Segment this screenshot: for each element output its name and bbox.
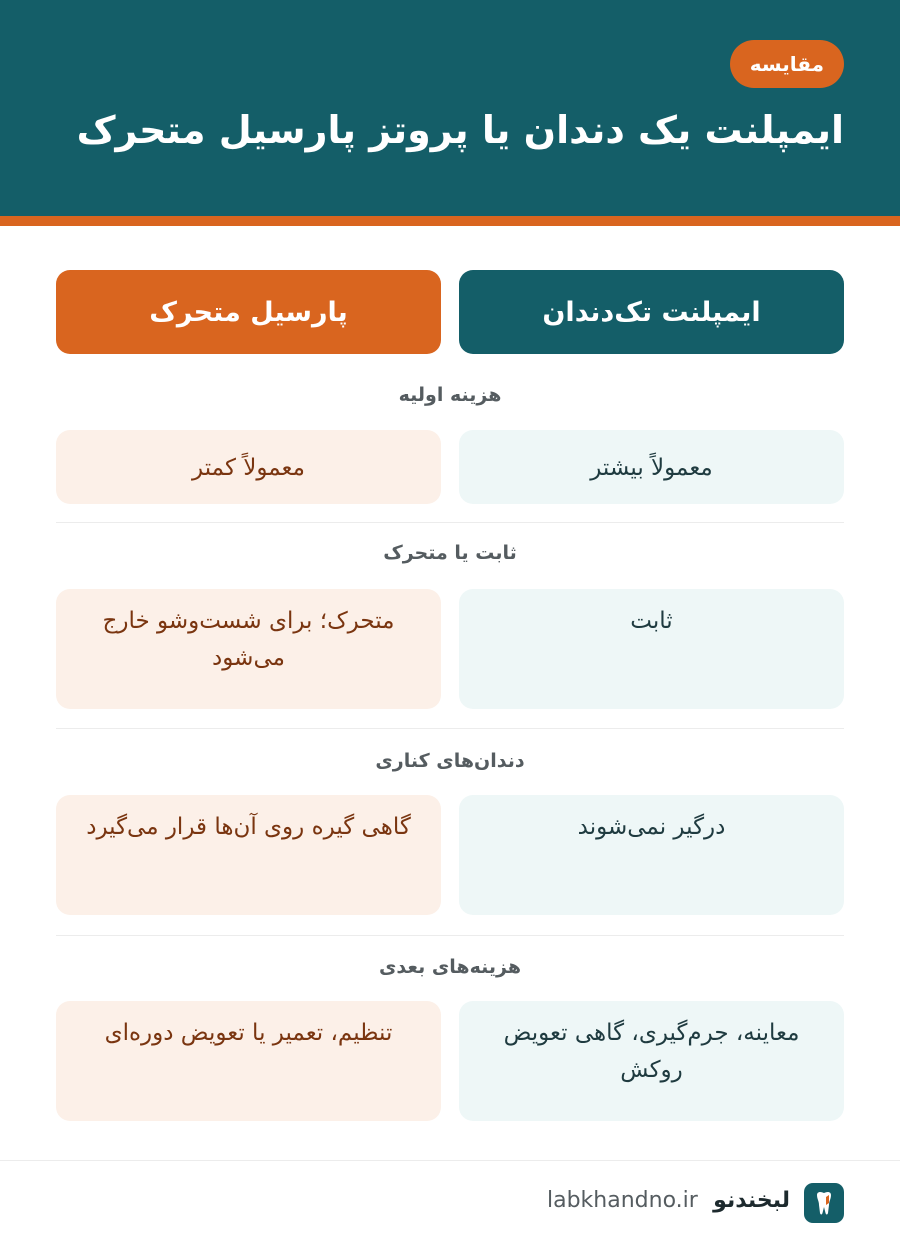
page-title: ایمپلنت یک دندان یا پروتز پارسیل متحرک (76, 108, 844, 152)
row-divider (56, 935, 844, 936)
partial-cell: متحرک؛ برای شست‌وشو خارج می‌شود (56, 589, 441, 709)
row-label: ثابت یا متحرک (383, 542, 517, 564)
partial-cell: معمولاً کمتر (56, 430, 441, 504)
implant-cell: درگیر نمی‌شوند (459, 795, 844, 915)
header (0, 0, 900, 216)
partial-cell: گاهی گیره روی آن‌ها قرار می‌گیرد (56, 795, 441, 915)
partial-cell: تنظیم، تعمیر یا تعویض دوره‌ای (56, 1001, 441, 1121)
implant-cell: معمولاً بیشتر (459, 430, 844, 504)
column-headers (56, 270, 844, 354)
implant-cell: ثابت (459, 589, 844, 709)
implant-cell: معاینه، جرم‌گیری، گاهی تعویض روکش (459, 1001, 844, 1121)
column-header-partial: پارسیل متحرک (56, 270, 441, 354)
row-label: هزینه اولیه (398, 384, 502, 406)
row-divider (56, 522, 844, 523)
tooth-icon (804, 1183, 844, 1223)
row-divider (56, 728, 844, 729)
column-header-implant: ایمپلنت تک‌دندان (459, 270, 844, 354)
row-label: دندان‌های کناری (375, 750, 525, 772)
brand-name: لبخندنو (713, 1188, 790, 1213)
row-label: هزینه‌های بعدی (379, 956, 521, 978)
footer-divider (0, 1160, 900, 1161)
header-accent-line (0, 216, 900, 226)
category-badge: مقایسه (730, 40, 844, 88)
website-url: labkhandno.ir (547, 1188, 698, 1213)
